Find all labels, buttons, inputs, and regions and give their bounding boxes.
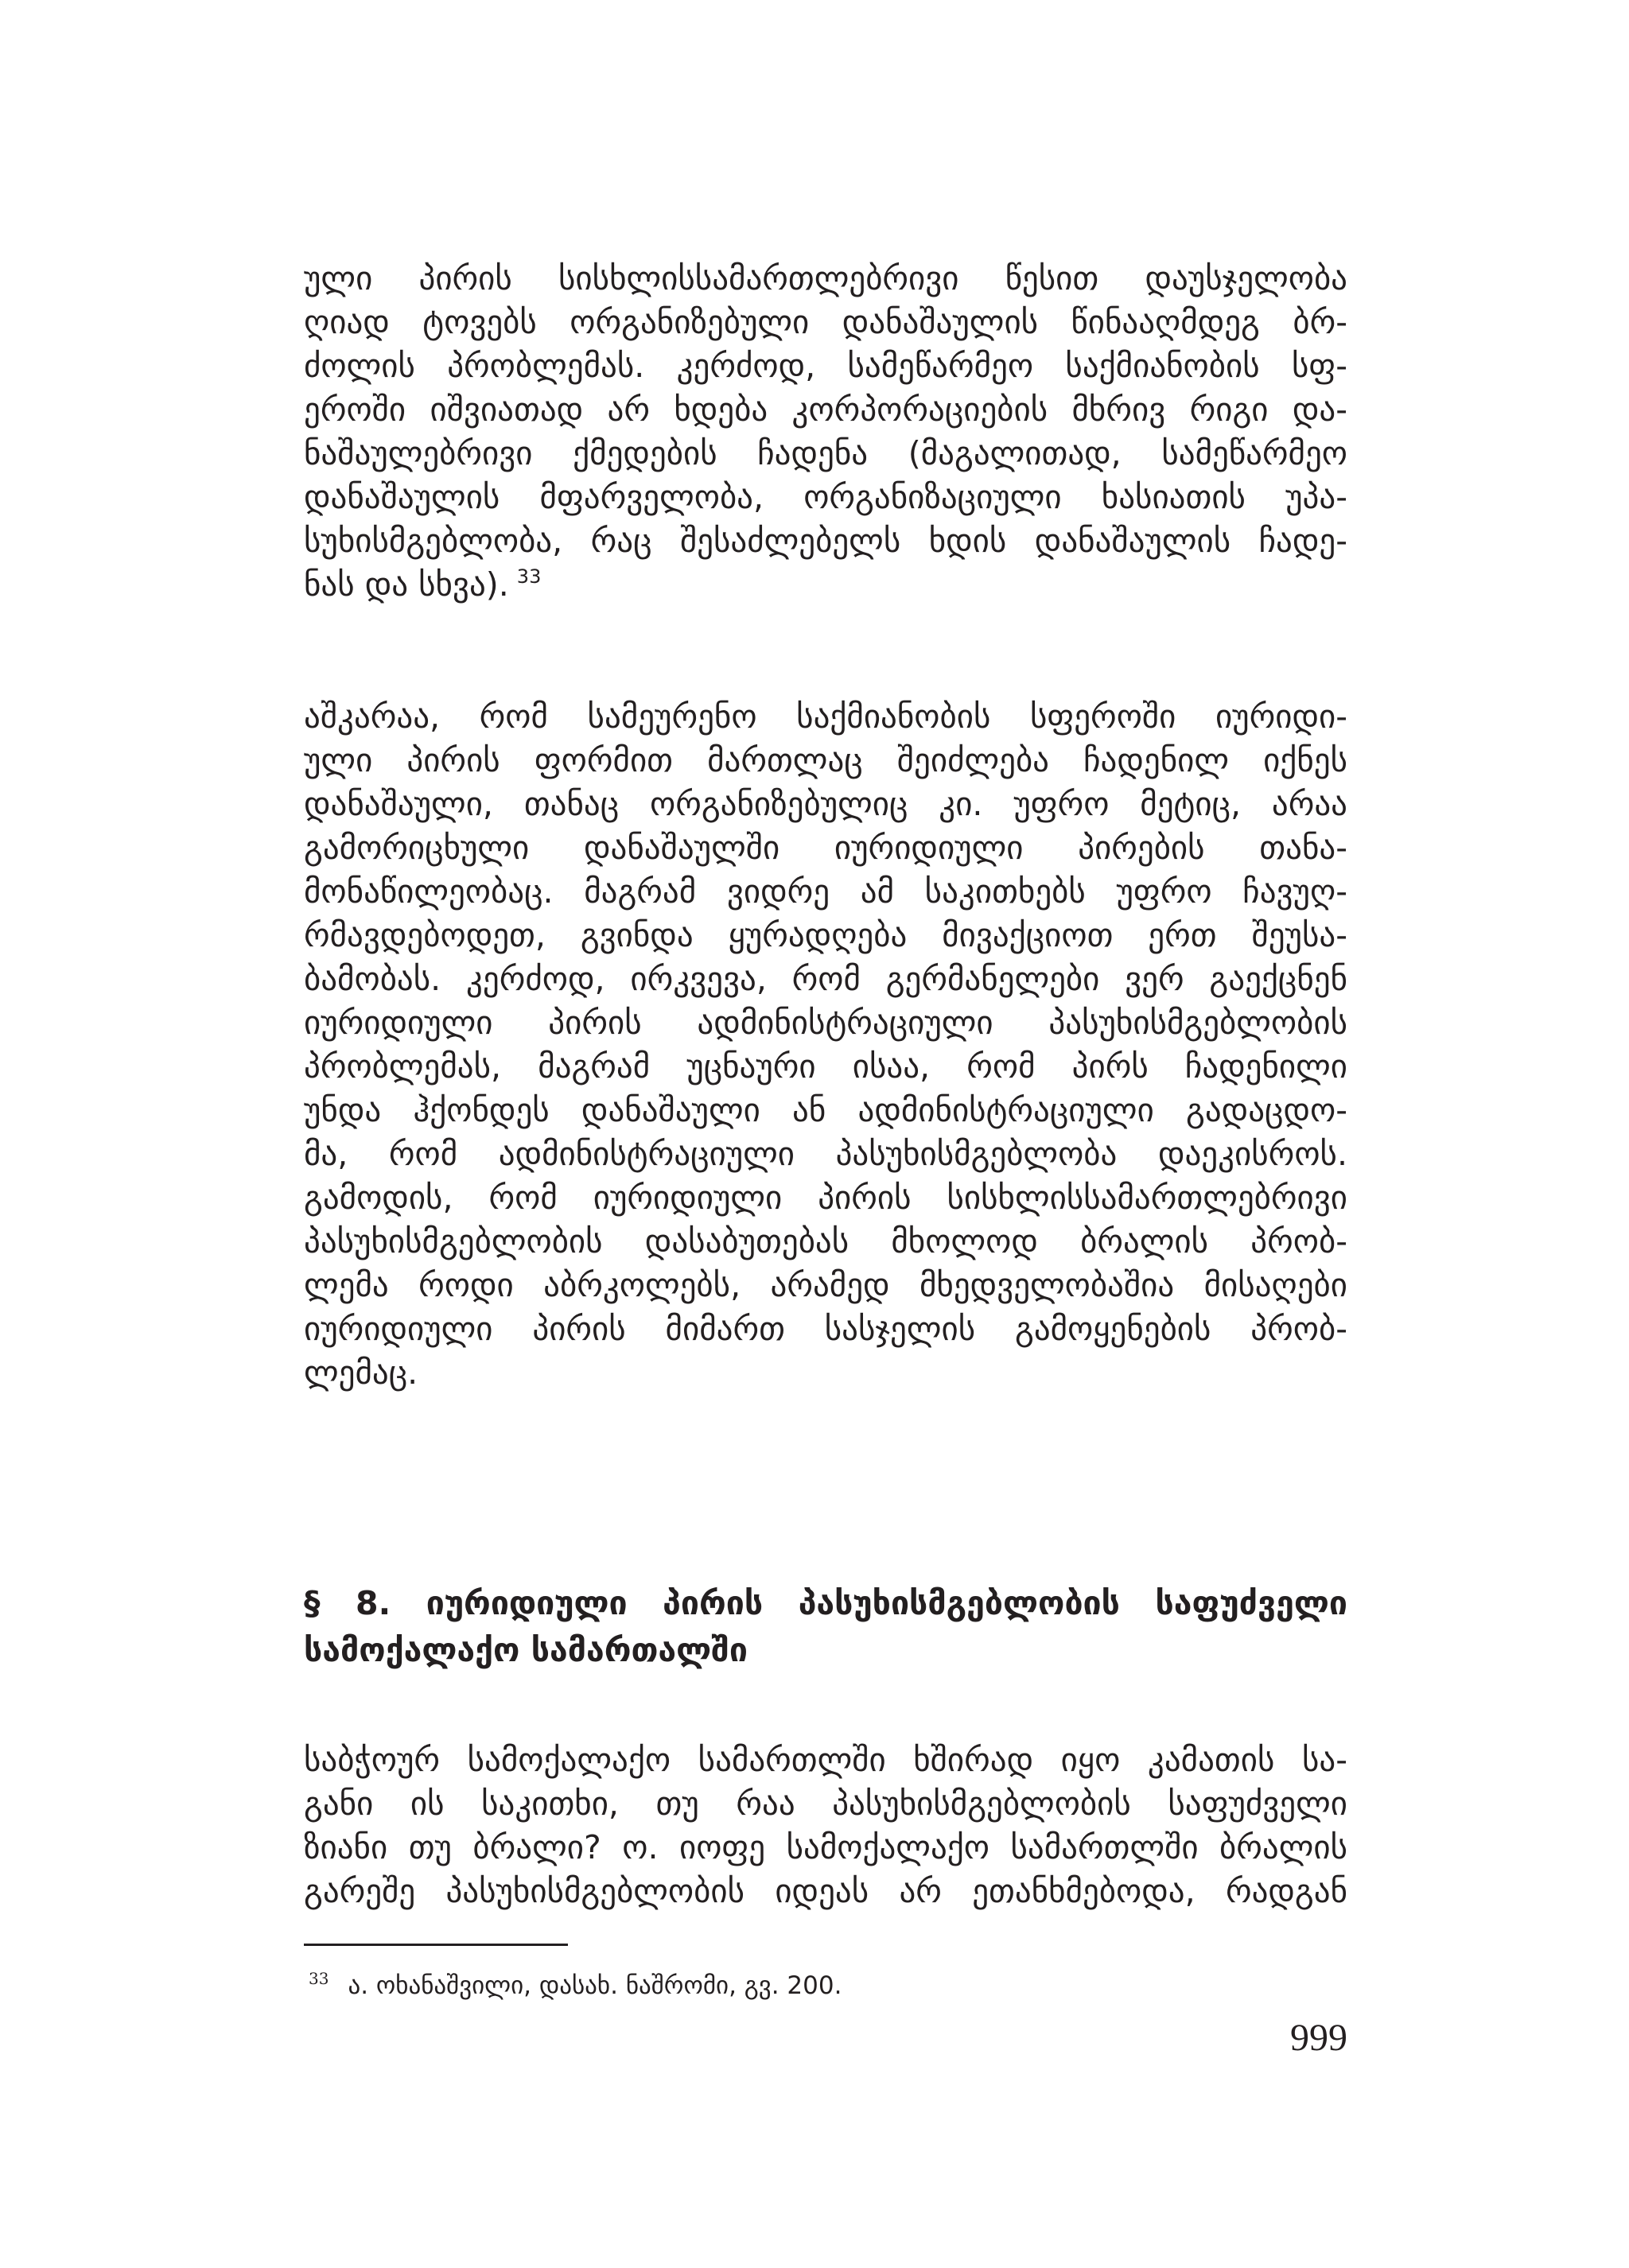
text-line: ნაშაულებრივი ქმედების ჩადენა (მაგალითად, სამეწარმეო: [304, 434, 1347, 472]
footnote-divider: [304, 1944, 568, 1946]
footnote: [309, 1963, 842, 2002]
text-line: დანაშაულის მფარველობა, ორგანიზაციული ხასიათის უპა-: [304, 478, 1347, 516]
footnote-reference: 33: [516, 565, 542, 588]
footnote-text: ა. ოხანაშვილი, დასახ. ნაშრომი, გვ. 200.: [348, 1971, 842, 2000]
text-line: ული პირის ფორმით მართლაც შეიძლება ჩადენილ იქნეს: [304, 741, 1347, 779]
text-line: ზიანი თუ ბრალი? ო. იოფე სამოქალაქო სამართლში ბრალის: [304, 1828, 1347, 1866]
text-line: მონაწილეობაც. მაგრამ ვიდრე ამ საკითხებს უფრო ჩავუღ-: [304, 872, 1347, 911]
text-line: დანაშაული, თანაც ორგანიზებულიც კი. უფრო მეტიც, არაა: [304, 785, 1347, 823]
text-line: ღიად ტოვებს ორგანიზებული დანაშაულის წინააღმდეგ ბრ-: [304, 303, 1347, 341]
text-line: ძოლის პრობლემას. კერძოდ, სამეწარმეო საქმიანობის სფ-: [304, 347, 1347, 385]
paragraph-3: [304, 1738, 1347, 1913]
text-line: პრობლემას, მაგრამ უცნაური ისაა, რომ პირს ჩადენილი: [304, 1047, 1347, 1085]
text-line: ნას და სხვა).: [304, 565, 509, 604]
text-line-last: [304, 563, 1347, 607]
section-heading-line: § 8. იურიდიული პირის პასუხისმგებლობის საფუძველი: [304, 1584, 1347, 1622]
text-line: ბამობას. კერძოდ, ირკვევა, რომ გერმანელები ვერ გაექცნენ: [304, 960, 1347, 998]
text-line: გამორიცხული დანაშაულში იურიდიული პირების თანა-: [304, 829, 1347, 867]
text-line: იურიდიული პირის მიმართ სასჯელის გამოყენების პრობ-: [304, 1310, 1347, 1348]
text-line: იურიდიული პირის ადმინისტრაციული პასუხისმგებლობის: [304, 1004, 1347, 1042]
text-line: საბჭოურ სამოქალაქო სამართლში ხშირად იყო კამათის სა-: [304, 1741, 1347, 1779]
text-line: გამოდის, რომ იურიდიული პირის სისხლისსამართლებრივი: [304, 1179, 1347, 1217]
text-line: ული პირის სისხლისსამართლებრივი წესით დაუსჯელობა: [304, 259, 1347, 297]
section-heading-line: სამოქალაქო სამართალში: [304, 1631, 748, 1669]
text-line: განი ის საკითხი, თუ რაა პასუხისმგებლობის საფუძველი: [304, 1784, 1347, 1823]
text-line: პასუხისმგებლობის დასაბუთებას მხოლოდ ბრალის პრობ-: [304, 1222, 1347, 1260]
text-line: მა, რომ ადმინისტრაციული პასუხისმგებლობა დაეკისროს.: [304, 1135, 1347, 1173]
section-heading: [304, 1580, 1347, 1674]
paragraph-2: [304, 695, 1347, 1395]
text-line: უნდა ჰქონდეს დანაშაული ან ადმინისტრაციული გადაცდო-: [304, 1091, 1347, 1129]
text-line: ეროში იშვიათად არ ხდება კორპორაციების მხრივ რიგი და-: [304, 390, 1347, 429]
text-line: გარეშე პასუხისმგებლობის იდეას არ ეთანხმებოდა, რადგან: [304, 1872, 1347, 1910]
text-line: ლემა როდი აბრკოლებს, არამედ მხედველობაშია მისაღები: [304, 1266, 1347, 1304]
text-line: ლემაც.: [304, 1353, 418, 1392]
paragraph-1: [304, 257, 1347, 607]
text-line: რმავდებოდეთ, გვინდა ყურადღება მივაქციოთ ერთ შეუსა-: [304, 916, 1347, 954]
text-line: სუხისმგებლობა, რაც შესაძლებელს ხდის დანაშაულის ჩადე-: [304, 522, 1347, 560]
text-line: აშკარაა, რომ სამეურენო საქმიანობის სფეროში იურიდი-: [304, 697, 1347, 736]
page-number: 999: [1290, 2017, 1347, 2059]
footnote-number: 33: [309, 1969, 329, 1988]
